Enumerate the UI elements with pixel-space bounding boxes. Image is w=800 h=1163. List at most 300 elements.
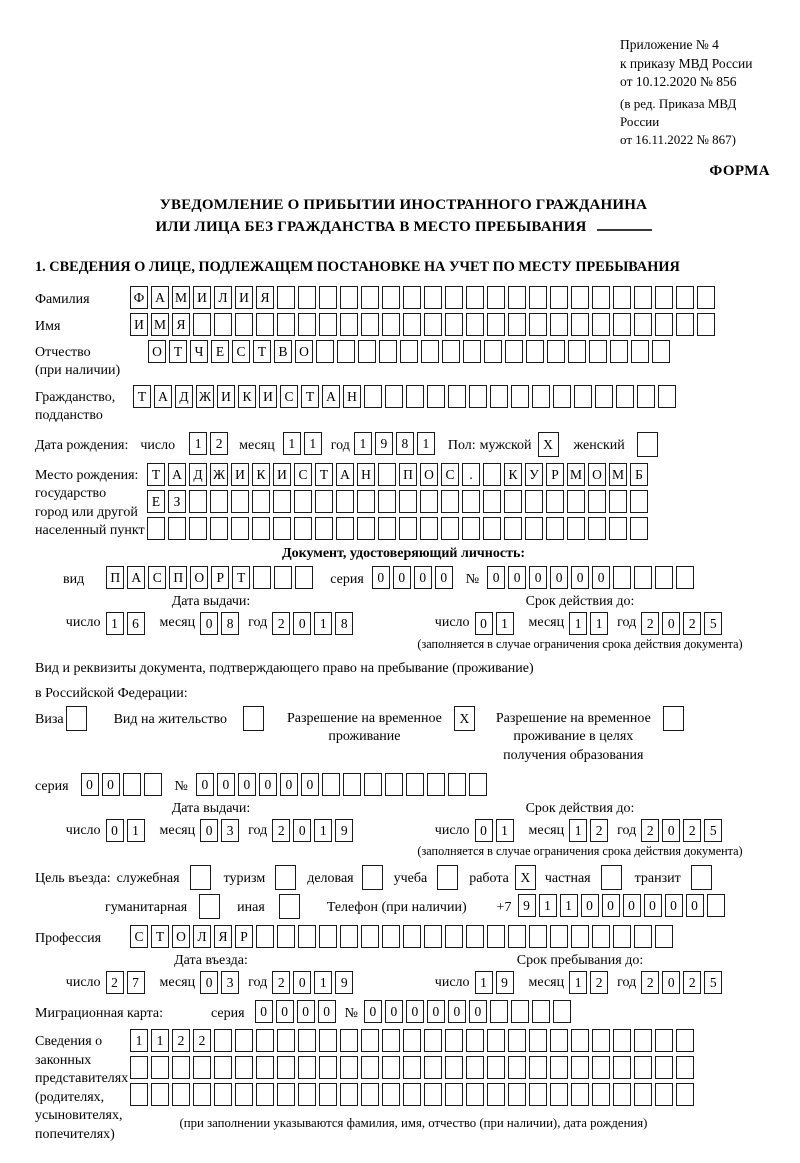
char-box[interactable]: Т bbox=[253, 340, 271, 363]
char-box[interactable] bbox=[676, 1056, 694, 1079]
representatives-row1[interactable] bbox=[130, 1029, 697, 1052]
char-box[interactable] bbox=[613, 925, 631, 948]
char-box[interactable] bbox=[567, 517, 585, 540]
temp-permit-checkbox[interactable] bbox=[454, 706, 478, 731]
char-box[interactable] bbox=[601, 865, 622, 890]
char-box[interactable]: Н bbox=[357, 463, 375, 486]
char-box[interactable] bbox=[147, 517, 165, 540]
char-box[interactable] bbox=[273, 517, 291, 540]
char-box[interactable] bbox=[190, 865, 211, 890]
identity-valid-day-boxes[interactable] bbox=[475, 612, 517, 635]
char-box[interactable]: 2 bbox=[683, 819, 701, 842]
char-box[interactable]: 0 bbox=[393, 566, 411, 589]
char-box[interactable]: 0 bbox=[217, 773, 235, 796]
char-box[interactable]: 0 bbox=[414, 566, 432, 589]
residence-valid-day-boxes[interactable] bbox=[475, 819, 517, 842]
char-box[interactable]: Е bbox=[147, 490, 165, 513]
char-box[interactable] bbox=[445, 1056, 463, 1079]
char-box[interactable]: 0 bbox=[81, 773, 99, 796]
char-box[interactable]: 1 bbox=[189, 432, 207, 455]
char-box[interactable] bbox=[571, 286, 589, 309]
char-box[interactable] bbox=[361, 1083, 379, 1106]
char-box[interactable]: Ч bbox=[190, 340, 208, 363]
char-box[interactable] bbox=[676, 566, 694, 589]
char-box[interactable] bbox=[315, 517, 333, 540]
identity-number-boxes[interactable] bbox=[487, 566, 697, 589]
char-box[interactable]: 2 bbox=[683, 971, 701, 994]
char-box[interactable] bbox=[319, 286, 337, 309]
char-box[interactable]: 0 bbox=[102, 773, 120, 796]
char-box[interactable]: 0 bbox=[435, 566, 453, 589]
residence-series-boxes[interactable] bbox=[81, 773, 165, 796]
residence-valid-year-boxes[interactable] bbox=[641, 819, 725, 842]
char-box[interactable] bbox=[550, 1056, 568, 1079]
char-box[interactable]: О bbox=[148, 340, 166, 363]
char-box[interactable] bbox=[210, 517, 228, 540]
purpose-work-checkbox[interactable] bbox=[515, 865, 539, 890]
char-box[interactable]: 2 bbox=[590, 971, 608, 994]
char-box[interactable] bbox=[382, 1029, 400, 1052]
char-box[interactable] bbox=[382, 925, 400, 948]
char-box[interactable] bbox=[508, 313, 526, 336]
char-box[interactable]: 2 bbox=[272, 819, 290, 842]
char-box[interactable]: 0 bbox=[487, 566, 505, 589]
char-box[interactable] bbox=[445, 286, 463, 309]
char-box[interactable] bbox=[442, 340, 460, 363]
char-box[interactable]: 6 bbox=[127, 612, 145, 635]
char-box[interactable]: 0 bbox=[200, 819, 218, 842]
char-box[interactable]: 1 bbox=[475, 971, 493, 994]
char-box[interactable] bbox=[634, 925, 652, 948]
purpose-humanitarian-checkbox[interactable] bbox=[199, 894, 223, 919]
char-box[interactable] bbox=[361, 1029, 379, 1052]
char-box[interactable] bbox=[193, 1056, 211, 1079]
char-box[interactable]: И bbox=[235, 286, 253, 309]
char-box[interactable]: И bbox=[130, 313, 148, 336]
char-box[interactable] bbox=[466, 286, 484, 309]
char-box[interactable]: 0 bbox=[106, 819, 124, 842]
purpose-other-checkbox[interactable] bbox=[279, 894, 303, 919]
char-box[interactable] bbox=[634, 1083, 652, 1106]
char-box[interactable]: X bbox=[515, 865, 536, 890]
char-box[interactable]: А bbox=[154, 385, 172, 408]
char-box[interactable] bbox=[214, 1056, 232, 1079]
char-box[interactable] bbox=[490, 1000, 508, 1023]
char-box[interactable]: А bbox=[151, 286, 169, 309]
char-box[interactable]: 0 bbox=[255, 1000, 273, 1023]
char-box[interactable]: 0 bbox=[196, 773, 214, 796]
char-box[interactable] bbox=[655, 1083, 673, 1106]
char-box[interactable] bbox=[469, 385, 487, 408]
char-box[interactable] bbox=[466, 1056, 484, 1079]
char-box[interactable] bbox=[697, 313, 715, 336]
char-box[interactable] bbox=[277, 1029, 295, 1052]
char-box[interactable] bbox=[298, 1056, 316, 1079]
char-box[interactable] bbox=[697, 286, 715, 309]
char-box[interactable] bbox=[613, 566, 631, 589]
char-box[interactable]: 0 bbox=[280, 773, 298, 796]
char-box[interactable]: 9 bbox=[518, 894, 536, 917]
char-box[interactable]: 9 bbox=[335, 971, 353, 994]
char-box[interactable] bbox=[406, 385, 424, 408]
char-box[interactable] bbox=[378, 490, 396, 513]
char-box[interactable]: Е bbox=[211, 340, 229, 363]
char-box[interactable] bbox=[256, 1056, 274, 1079]
char-box[interactable] bbox=[144, 773, 162, 796]
char-box[interactable]: Ж bbox=[210, 463, 228, 486]
char-box[interactable] bbox=[340, 313, 358, 336]
char-box[interactable] bbox=[574, 385, 592, 408]
sex-male-checkbox[interactable] bbox=[538, 432, 562, 457]
char-box[interactable]: 0 bbox=[318, 1000, 336, 1023]
char-box[interactable] bbox=[424, 1056, 442, 1079]
char-box[interactable]: 2 bbox=[641, 612, 659, 635]
char-box[interactable] bbox=[385, 385, 403, 408]
char-box[interactable]: А bbox=[322, 385, 340, 408]
stay-day-boxes[interactable] bbox=[475, 971, 517, 994]
char-box[interactable] bbox=[340, 286, 358, 309]
char-box[interactable] bbox=[487, 286, 505, 309]
char-box[interactable] bbox=[546, 517, 564, 540]
representatives-row3[interactable] bbox=[130, 1083, 697, 1106]
char-box[interactable]: 2 bbox=[272, 612, 290, 635]
char-box[interactable]: 0 bbox=[293, 612, 311, 635]
char-box[interactable] bbox=[637, 432, 658, 457]
char-box[interactable]: Ф bbox=[130, 286, 148, 309]
char-box[interactable] bbox=[511, 385, 529, 408]
char-box[interactable]: Л bbox=[214, 286, 232, 309]
char-box[interactable] bbox=[550, 286, 568, 309]
char-box[interactable]: Н bbox=[343, 385, 361, 408]
char-box[interactable] bbox=[529, 1056, 547, 1079]
char-box[interactable]: С bbox=[130, 925, 148, 948]
char-box[interactable] bbox=[403, 1056, 421, 1079]
char-box[interactable] bbox=[277, 1083, 295, 1106]
char-box[interactable] bbox=[676, 1083, 694, 1106]
char-box[interactable] bbox=[613, 286, 631, 309]
char-box[interactable]: 1 bbox=[304, 432, 322, 455]
char-box[interactable] bbox=[214, 1029, 232, 1052]
char-box[interactable] bbox=[634, 1029, 652, 1052]
char-box[interactable] bbox=[189, 490, 207, 513]
char-box[interactable] bbox=[199, 894, 220, 919]
char-box[interactable] bbox=[362, 865, 383, 890]
char-box[interactable] bbox=[529, 1029, 547, 1052]
char-box[interactable]: 2 bbox=[106, 971, 124, 994]
char-box[interactable] bbox=[652, 340, 670, 363]
birth-month-boxes[interactable] bbox=[283, 432, 325, 455]
residence-valid-month-boxes[interactable] bbox=[569, 819, 611, 842]
char-box[interactable] bbox=[571, 1056, 589, 1079]
char-box[interactable] bbox=[532, 1000, 550, 1023]
char-box[interactable] bbox=[631, 340, 649, 363]
char-box[interactable]: 0 bbox=[571, 566, 589, 589]
char-box[interactable] bbox=[123, 773, 141, 796]
char-box[interactable] bbox=[466, 925, 484, 948]
char-box[interactable]: 0 bbox=[301, 773, 319, 796]
char-box[interactable]: 0 bbox=[364, 1000, 382, 1023]
char-box[interactable]: 5 bbox=[704, 971, 722, 994]
char-box[interactable]: 7 bbox=[127, 971, 145, 994]
char-box[interactable] bbox=[382, 1083, 400, 1106]
char-box[interactable] bbox=[130, 1056, 148, 1079]
char-box[interactable] bbox=[609, 517, 627, 540]
char-box[interactable] bbox=[172, 1056, 190, 1079]
char-box[interactable] bbox=[462, 517, 480, 540]
char-box[interactable]: 1 bbox=[496, 612, 514, 635]
char-box[interactable]: Я bbox=[214, 925, 232, 948]
char-box[interactable] bbox=[634, 286, 652, 309]
char-box[interactable] bbox=[256, 925, 274, 948]
purpose-transit-checkbox[interactable] bbox=[691, 865, 715, 890]
char-box[interactable] bbox=[487, 313, 505, 336]
char-box[interactable] bbox=[298, 1029, 316, 1052]
char-box[interactable] bbox=[275, 865, 296, 890]
char-box[interactable] bbox=[382, 1056, 400, 1079]
char-box[interactable]: 1 bbox=[496, 819, 514, 842]
char-box[interactable] bbox=[508, 1056, 526, 1079]
char-box[interactable] bbox=[588, 517, 606, 540]
char-box[interactable]: 9 bbox=[496, 971, 514, 994]
char-box[interactable] bbox=[655, 1029, 673, 1052]
char-box[interactable] bbox=[691, 865, 712, 890]
visa-checkbox[interactable] bbox=[66, 706, 90, 731]
char-box[interactable] bbox=[273, 490, 291, 513]
char-box[interactable] bbox=[571, 925, 589, 948]
char-box[interactable]: 0 bbox=[406, 1000, 424, 1023]
char-box[interactable] bbox=[343, 773, 361, 796]
char-box[interactable] bbox=[256, 1083, 274, 1106]
stay-month-boxes[interactable] bbox=[569, 971, 611, 994]
entry-month-boxes[interactable] bbox=[200, 971, 242, 994]
char-box[interactable] bbox=[340, 1029, 358, 1052]
entry-day-boxes[interactable] bbox=[106, 971, 148, 994]
char-box[interactable] bbox=[193, 313, 211, 336]
char-box[interactable] bbox=[466, 1083, 484, 1106]
char-box[interactable] bbox=[277, 925, 295, 948]
identity-valid-year-boxes[interactable] bbox=[641, 612, 725, 635]
char-box[interactable] bbox=[382, 313, 400, 336]
char-box[interactable]: 1 bbox=[569, 612, 587, 635]
char-box[interactable] bbox=[445, 313, 463, 336]
char-box[interactable] bbox=[316, 340, 334, 363]
char-box[interactable] bbox=[445, 925, 463, 948]
char-box[interactable]: 0 bbox=[662, 612, 680, 635]
char-box[interactable]: 1 bbox=[130, 1029, 148, 1052]
char-box[interactable] bbox=[424, 925, 442, 948]
char-box[interactable] bbox=[448, 385, 466, 408]
birth-place-row1[interactable] bbox=[147, 463, 651, 486]
char-box[interactable]: 3 bbox=[221, 819, 239, 842]
char-box[interactable] bbox=[592, 1056, 610, 1079]
char-box[interactable] bbox=[658, 385, 676, 408]
char-box[interactable]: М bbox=[609, 463, 627, 486]
char-box[interactable] bbox=[613, 1029, 631, 1052]
char-box[interactable]: К bbox=[252, 463, 270, 486]
residence-number-boxes[interactable] bbox=[196, 773, 490, 796]
char-box[interactable] bbox=[294, 490, 312, 513]
char-box[interactable] bbox=[252, 517, 270, 540]
char-box[interactable] bbox=[655, 286, 673, 309]
char-box[interactable] bbox=[655, 566, 673, 589]
purpose-private-checkbox[interactable] bbox=[601, 865, 625, 890]
char-box[interactable]: Т bbox=[169, 340, 187, 363]
char-box[interactable] bbox=[592, 1029, 610, 1052]
char-box[interactable]: . bbox=[462, 463, 480, 486]
char-box[interactable] bbox=[294, 517, 312, 540]
char-box[interactable]: 8 bbox=[335, 612, 353, 635]
char-box[interactable] bbox=[298, 313, 316, 336]
char-box[interactable] bbox=[298, 1083, 316, 1106]
char-box[interactable] bbox=[357, 490, 375, 513]
char-box[interactable]: К bbox=[238, 385, 256, 408]
char-box[interactable]: О bbox=[420, 463, 438, 486]
char-box[interactable] bbox=[508, 925, 526, 948]
char-box[interactable] bbox=[361, 1056, 379, 1079]
sex-female-checkbox[interactable] bbox=[637, 432, 661, 457]
char-box[interactable] bbox=[403, 925, 421, 948]
edu-permit-checkbox[interactable] bbox=[663, 706, 687, 731]
char-box[interactable] bbox=[364, 385, 382, 408]
char-box[interactable]: 1 bbox=[354, 432, 372, 455]
char-box[interactable] bbox=[337, 340, 355, 363]
char-box[interactable] bbox=[172, 1083, 190, 1106]
purpose-study-checkbox[interactable] bbox=[437, 865, 461, 890]
char-box[interactable] bbox=[403, 1029, 421, 1052]
char-box[interactable] bbox=[571, 1083, 589, 1106]
char-box[interactable]: И bbox=[273, 463, 291, 486]
char-box[interactable] bbox=[568, 340, 586, 363]
char-box[interactable]: 5 bbox=[704, 612, 722, 635]
char-box[interactable] bbox=[634, 1056, 652, 1079]
char-box[interactable]: С bbox=[441, 463, 459, 486]
char-box[interactable]: П bbox=[106, 566, 124, 589]
char-box[interactable] bbox=[525, 517, 543, 540]
char-box[interactable]: 2 bbox=[210, 432, 228, 455]
char-box[interactable]: И bbox=[231, 463, 249, 486]
char-box[interactable] bbox=[630, 517, 648, 540]
char-box[interactable]: 1 bbox=[283, 432, 301, 455]
char-box[interactable]: 3 bbox=[221, 971, 239, 994]
given-name-boxes[interactable] bbox=[130, 313, 718, 336]
char-box[interactable]: 0 bbox=[475, 612, 493, 635]
char-box[interactable]: Я bbox=[172, 313, 190, 336]
char-box[interactable] bbox=[595, 385, 613, 408]
char-box[interactable]: 0 bbox=[238, 773, 256, 796]
char-box[interactable] bbox=[550, 313, 568, 336]
char-box[interactable] bbox=[277, 1056, 295, 1079]
char-box[interactable]: М bbox=[567, 463, 585, 486]
char-box[interactable]: К bbox=[504, 463, 522, 486]
char-box[interactable]: 1 bbox=[560, 894, 578, 917]
identity-issue-year-boxes[interactable] bbox=[272, 612, 356, 635]
char-box[interactable] bbox=[487, 1056, 505, 1079]
char-box[interactable] bbox=[525, 490, 543, 513]
char-box[interactable] bbox=[340, 1056, 358, 1079]
char-box[interactable]: 2 bbox=[683, 612, 701, 635]
char-box[interactable]: П bbox=[399, 463, 417, 486]
phone-boxes[interactable] bbox=[518, 894, 728, 917]
char-box[interactable] bbox=[151, 1056, 169, 1079]
char-box[interactable] bbox=[364, 773, 382, 796]
char-box[interactable]: О bbox=[190, 566, 208, 589]
char-box[interactable] bbox=[613, 1056, 631, 1079]
char-box[interactable] bbox=[252, 490, 270, 513]
char-box[interactable]: X bbox=[538, 432, 559, 457]
char-box[interactable] bbox=[504, 517, 522, 540]
char-box[interactable] bbox=[243, 706, 264, 731]
char-box[interactable] bbox=[319, 1029, 337, 1052]
char-box[interactable] bbox=[340, 925, 358, 948]
char-box[interactable] bbox=[487, 925, 505, 948]
representatives-row2[interactable] bbox=[130, 1056, 697, 1079]
char-box[interactable] bbox=[403, 286, 421, 309]
char-box[interactable] bbox=[420, 517, 438, 540]
char-box[interactable] bbox=[655, 925, 673, 948]
char-box[interactable] bbox=[529, 925, 547, 948]
char-box[interactable]: 1 bbox=[539, 894, 557, 917]
char-box[interactable]: О bbox=[172, 925, 190, 948]
char-box[interactable] bbox=[193, 1083, 211, 1106]
char-box[interactable]: Р bbox=[546, 463, 564, 486]
char-box[interactable] bbox=[630, 490, 648, 513]
char-box[interactable] bbox=[589, 340, 607, 363]
char-box[interactable]: Т bbox=[315, 463, 333, 486]
char-box[interactable] bbox=[676, 1029, 694, 1052]
char-box[interactable]: 8 bbox=[396, 432, 414, 455]
char-box[interactable] bbox=[616, 385, 634, 408]
char-box[interactable] bbox=[505, 340, 523, 363]
char-box[interactable] bbox=[613, 1083, 631, 1106]
char-box[interactable]: 2 bbox=[641, 971, 659, 994]
char-box[interactable]: 0 bbox=[469, 1000, 487, 1023]
char-box[interactable] bbox=[547, 340, 565, 363]
char-box[interactable] bbox=[441, 490, 459, 513]
char-box[interactable]: 0 bbox=[550, 566, 568, 589]
char-box[interactable] bbox=[571, 1029, 589, 1052]
char-box[interactable] bbox=[256, 1029, 274, 1052]
char-box[interactable] bbox=[676, 313, 694, 336]
char-box[interactable] bbox=[609, 490, 627, 513]
char-box[interactable] bbox=[511, 1000, 529, 1023]
birth-year-boxes[interactable] bbox=[354, 432, 438, 455]
char-box[interactable]: И bbox=[259, 385, 277, 408]
migration-number-boxes[interactable] bbox=[364, 1000, 574, 1023]
char-box[interactable] bbox=[637, 385, 655, 408]
char-box[interactable] bbox=[567, 490, 585, 513]
stay-year-boxes[interactable] bbox=[641, 971, 725, 994]
char-box[interactable] bbox=[462, 490, 480, 513]
char-box[interactable]: 0 bbox=[372, 566, 390, 589]
char-box[interactable] bbox=[319, 1056, 337, 1079]
char-box[interactable]: 0 bbox=[448, 1000, 466, 1023]
char-box[interactable]: 1 bbox=[569, 971, 587, 994]
char-box[interactable] bbox=[357, 517, 375, 540]
char-box[interactable]: М bbox=[151, 313, 169, 336]
char-box[interactable] bbox=[437, 865, 458, 890]
char-box[interactable]: 0 bbox=[293, 971, 311, 994]
citizenship-boxes[interactable] bbox=[133, 385, 679, 408]
char-box[interactable] bbox=[406, 773, 424, 796]
char-box[interactable]: 5 bbox=[704, 819, 722, 842]
identity-kind-boxes[interactable] bbox=[106, 566, 316, 589]
char-box[interactable]: 1 bbox=[314, 971, 332, 994]
char-box[interactable]: Т bbox=[147, 463, 165, 486]
char-box[interactable]: П bbox=[169, 566, 187, 589]
char-box[interactable] bbox=[448, 773, 466, 796]
surname-boxes[interactable] bbox=[130, 286, 718, 309]
char-box[interactable] bbox=[469, 773, 487, 796]
